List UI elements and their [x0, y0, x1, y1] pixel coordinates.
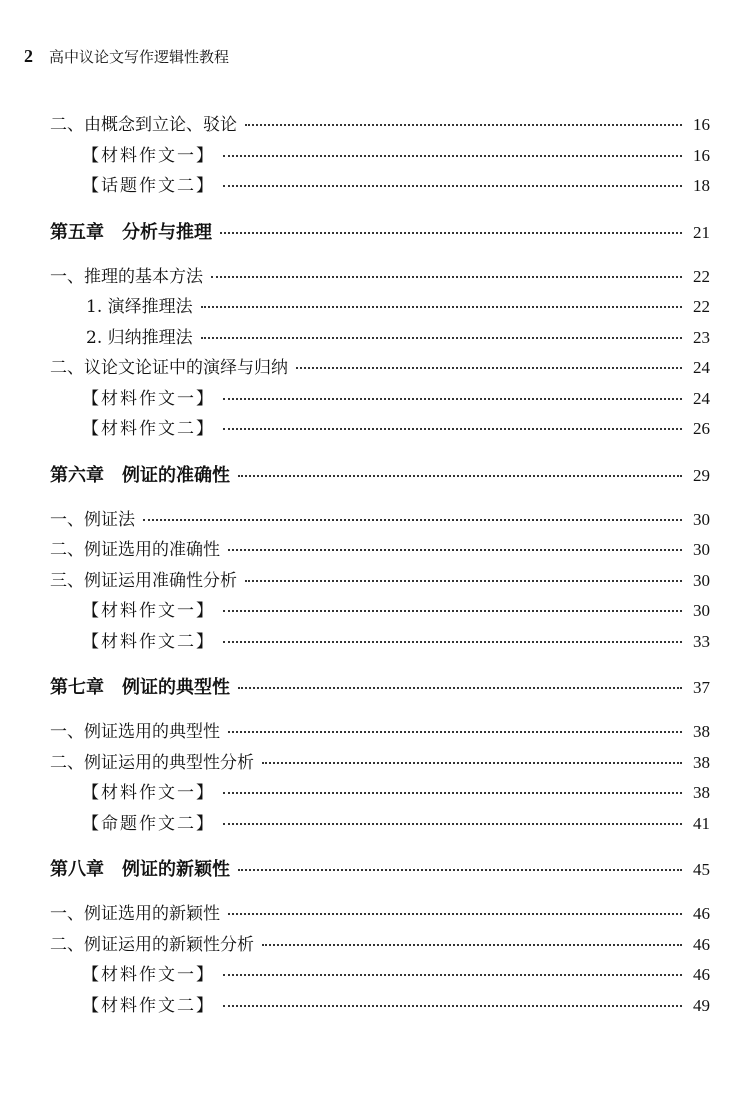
toc-entry[interactable]: [50, 323, 710, 354]
toc-page-number: 21: [693, 222, 710, 242]
toc-entry-label: 1. 演绎推理法: [86, 297, 193, 317]
toc-entry-label: 【材料作文二】: [82, 419, 215, 439]
toc-page-number: 30: [693, 540, 710, 559]
toc-page-number: 41: [693, 813, 710, 833]
toc-entry-label: 【材料作文一】: [82, 601, 215, 621]
toc-page-number: 46: [693, 965, 710, 984]
dot-leader: [238, 687, 682, 689]
toc-entry[interactable]: [50, 991, 710, 1022]
dot-leader: [223, 428, 682, 430]
toc-chapter-title: [50, 461, 234, 491]
toc-entry[interactable]: [50, 930, 710, 961]
toc-entry[interactable]: [50, 809, 710, 840]
toc-chapter-title: [50, 673, 234, 703]
toc-entry-label: 一、推理的基本方法: [50, 266, 203, 287]
toc-page-number: 46: [693, 904, 710, 923]
toc-entry-label: 三、例证运用准确性分析: [50, 570, 237, 591]
toc-entry-label: 一、例证选用的新颖性: [50, 904, 220, 924]
toc-page-number: 24: [693, 388, 710, 408]
toc-entry-label: 一、例证选用的典型性: [50, 722, 220, 742]
dot-leader: [223, 974, 682, 976]
toc-page-number: 16: [693, 115, 710, 134]
dot-leader: [228, 913, 682, 915]
dot-leader: [223, 641, 682, 643]
toc-entry[interactable]: [50, 171, 710, 202]
toc-chapter-number: 第八章: [50, 859, 104, 880]
toc-chapter-title: [50, 855, 234, 885]
dot-leader: [223, 185, 682, 187]
toc-entry-label: 【材料作文一】: [82, 965, 215, 985]
toc-entry[interactable]: [50, 960, 710, 991]
toc-page-number: 38: [693, 783, 710, 802]
toc-page-number: 33: [693, 631, 710, 651]
dot-leader: [223, 823, 682, 825]
dot-leader: [262, 944, 682, 946]
toc-chapter-label: 例证的典型性: [122, 677, 230, 698]
toc-chapter-entry[interactable]: [50, 673, 710, 703]
dot-leader: [262, 762, 682, 764]
toc-entry[interactable]: [50, 899, 710, 930]
toc-entry-label: 二、例证运用的新颖性分析: [50, 934, 254, 955]
dot-leader: [223, 155, 682, 157]
toc-entry[interactable]: [50, 566, 710, 597]
dot-leader: [296, 367, 682, 369]
toc-page-number: 18: [693, 176, 710, 195]
toc-entry-label: 【话题作文二】: [82, 176, 215, 196]
toc-page-number: 16: [693, 145, 710, 165]
toc-page-number: 46: [693, 934, 710, 954]
toc-entry[interactable]: [50, 535, 710, 566]
toc-entry[interactable]: [50, 748, 710, 779]
toc-entry-label: 2. 归纳推理法: [86, 327, 193, 348]
dot-leader: [201, 337, 682, 339]
toc-entry[interactable]: [50, 717, 710, 748]
toc-entry-label: 【命题作文二】: [82, 813, 215, 834]
toc-page-number: 38: [693, 752, 710, 772]
toc-entry-label: 二、议论文论证中的演绎与归纳: [50, 358, 288, 378]
dot-leader: [245, 580, 682, 582]
toc-page-number: 45: [693, 860, 710, 879]
toc-page-number: 37: [693, 678, 710, 697]
toc-page-number: 23: [693, 327, 710, 347]
toc-page-number: 22: [693, 297, 710, 316]
toc-chapter-entry[interactable]: [50, 461, 710, 491]
dot-leader: [201, 306, 682, 308]
toc-entry[interactable]: [50, 141, 710, 172]
toc-chapter-entry[interactable]: [50, 855, 710, 885]
toc-chapter-label: 例证的准确性: [122, 464, 230, 486]
toc-entry[interactable]: [50, 596, 710, 627]
dot-leader: [238, 475, 682, 477]
toc-chapter-number: 第七章: [50, 677, 104, 698]
toc-entry-label: 【材料作文二】: [82, 995, 215, 1016]
dot-leader: [220, 232, 682, 234]
toc-page-number: 49: [693, 995, 710, 1015]
toc-page-number: 30: [693, 601, 710, 620]
dot-leader: [223, 1005, 682, 1007]
book-title: 高中议论文写作逻辑性教程: [49, 48, 230, 66]
toc-entry[interactable]: [50, 110, 710, 141]
toc-page-number: 30: [693, 509, 710, 529]
toc-entry-label: 二、例证选用的准确性: [50, 540, 220, 560]
toc-entry[interactable]: [50, 627, 710, 658]
toc-page-number: 26: [693, 419, 710, 438]
dot-leader: [211, 276, 682, 278]
toc-page-number: 22: [693, 266, 710, 286]
toc-entry[interactable]: [50, 262, 710, 293]
toc-entry-label: 二、例证运用的典型性分析: [50, 752, 254, 773]
toc-entry[interactable]: [50, 384, 710, 415]
dot-leader: [143, 519, 682, 521]
toc-entry[interactable]: [50, 778, 710, 809]
toc-page-number: 38: [693, 722, 710, 741]
toc-entry-label: 【材料作文二】: [82, 631, 215, 652]
dot-leader: [228, 549, 682, 551]
toc-entry-label: 一、例证法: [50, 509, 135, 530]
toc-entry[interactable]: [50, 505, 710, 536]
toc-chapter-entry[interactable]: [50, 218, 710, 248]
toc-chapter-label: 分析与推理: [122, 221, 212, 243]
dot-leader: [223, 792, 682, 794]
toc-page-number: 24: [693, 358, 710, 377]
toc-page-number: 29: [693, 465, 710, 485]
page-number: 2: [24, 46, 33, 66]
table-of-contents: [50, 110, 710, 1021]
toc-entry-label: 二、由概念到立论、驳论: [50, 115, 237, 135]
toc-chapter-label: 例证的新颖性: [122, 859, 230, 880]
dot-leader: [223, 610, 682, 612]
dot-leader: [245, 124, 682, 126]
toc-entry[interactable]: [50, 414, 710, 445]
toc-chapter-number: 第五章: [50, 221, 104, 243]
toc-entry-label: 【材料作文一】: [82, 388, 215, 409]
dot-leader: [223, 398, 682, 400]
toc-chapter-title: [50, 218, 216, 248]
dot-leader: [228, 731, 682, 733]
toc-entry[interactable]: [50, 353, 710, 384]
toc-chapter-number: 第六章: [50, 464, 104, 486]
running-header: [24, 46, 229, 67]
dot-leader: [238, 869, 682, 871]
toc-entry-label: 【材料作文一】: [82, 145, 215, 166]
toc-page-number: 30: [693, 570, 710, 590]
toc-entry[interactable]: [50, 292, 710, 323]
toc-entry-label: 【材料作文一】: [82, 783, 215, 803]
